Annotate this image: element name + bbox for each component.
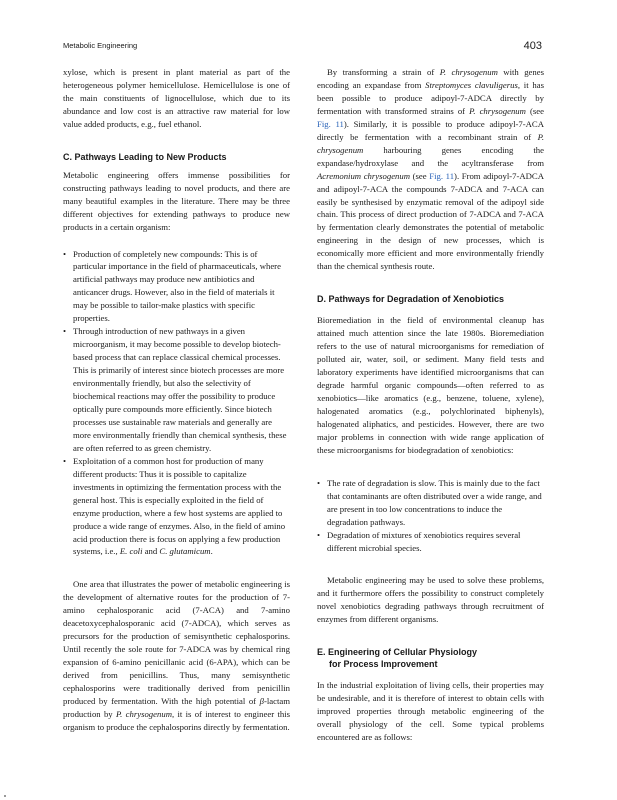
- section-d-bullet-list: [317, 477, 544, 555]
- section-c-bullet-3: [63, 455, 290, 559]
- section-d-paragraph: Bioremediation in the field of environmental cleanup has attained much attention since the late 1980s. Bioremediation refers to the use of natural microorganisms for remediation of polluted air, water, soil, or sediment. Many field tests and laboratory experiments have identified microorganisms that can degrade harmful organic compounds—often referred to as xenobiotics—like aromatics (e.g., benzene, toluene, xylene), halogenated aromatics (e.g., polychlorinated biphenyls), halogenated aliphatics, and pesticides. However, there are two major problems in connection with wide range application of these microorganisms for biodegradation of xenobiotics:: [317, 315, 544, 455]
- text-run: ). From adipoyl-7-ADCA and adipoyl-7-ACA the compounds 7-ADCA and 7-ACA can easily be synthesised by enzymatic removal of the adipoyl side chain. This process of direct production of 7-ADCA and 7-ACA by fermentation clearly demonstrates the potential of metabolic engineering in the design of new processes, which is economically more efficient and more environmentally friendly than the chemical synthesis route.: [317, 170, 544, 272]
- text-run: By transforming a strain of: [327, 67, 440, 77]
- section-d-bullet-1: • The rate of degradation is slow. This is mainly due to the fact that contaminants are often distributed over a wide range, and are present in too low concentrations to induce the degradation pathways.: [317, 477, 544, 529]
- species-e-coli: E. coli: [119, 546, 143, 557]
- cephalosporin-paragraph: [63, 578, 290, 733]
- species-c-glutamicum: C. glutamicum: [159, 546, 211, 557]
- species-p-chrysogenum: P. chrysogenum: [115, 708, 172, 719]
- para2-b: -lactam production by: [63, 695, 290, 719]
- section-c-paragraph: Metabolic engineering offers immense possibilities for constructing pathways leading to novel products, and there are many beautiful examples in the literature. There may be three different objectives for extending pathways to produce new products in a certain organism:: [63, 169, 290, 232]
- section-c-bullet-2: • Through introduction of new pathways in a given microorganism, it may become possible to develop biotech-based process that can replace classical chemical processes. This is primarily of interest since biotech processes are more environmentally friendly, but also the selectivity of biochemical reactions may offer the possibility to produce optically pure compounds more efficiently. Since biotech processes use sustainable raw materials and generally are more environmentally friendly than chemical synthesis, these are often referred to as green chemistry.: [63, 325, 290, 455]
- text-run: (see: [525, 105, 544, 116]
- figure-link-fig-11[interactable]: Fig. 11: [429, 170, 455, 181]
- expandase-paragraph: [317, 66, 544, 273]
- section-d-bullet-2: • Degradation of mixtures of xenobiotics requires several different microbial species.: [317, 529, 544, 555]
- text-run: ). Similarly, it is possible to produce adipoyl-7-ACA directly be fermentation with a recombinant strain of: [317, 118, 544, 142]
- section-e-heading: [317, 646, 544, 670]
- page-number: 403: [523, 40, 542, 52]
- left-column: [63, 66, 290, 734]
- bullet-3-and: and: [142, 546, 160, 557]
- section-d-closing: Metabolic engineering may be used to solve these problems, and it furthermore offers the possibility to construct completely novel xenobiotics degrading pathways through recruitment of enzymes from different organisms.: [317, 575, 544, 625]
- bullet-3-text: Exploitation of a common host for production of many different products: Thus it is possible to capitalize investments in optimizing the fermentation process with the general host. This is especially exploited in the field of enzyme production, where a few host systems are applied to produce a wide range of enzymes. Also, in the field of amino acid production there is focus on applying a few production systems, i.e.,: [73, 455, 286, 557]
- section-e-heading-line2: for Process Improvement: [329, 659, 438, 670]
- running-head: Metabolic Engineering: [63, 41, 138, 50]
- species-a-chrysogenum: Acremonium chrysogenum: [317, 170, 411, 181]
- section-d-heading: D. Pathways for Degradation of Xenobiotics: [317, 294, 505, 305]
- section-e-heading-line1: E. Engineering of Cellular Physiology: [317, 647, 478, 658]
- para2-c: , it is of interest to engineer this organism to produce the cephalosporins directly by fermentation.: [63, 708, 290, 732]
- species-p-chrysogenum: P. chrysogenum: [469, 105, 526, 116]
- para2-a: One area that illustrates the power of metabolic engineering is the development of alternative routes for the production of 7-amino cephalosporanic acid (7-ACA) and 7-amino deacetoxycephalosporanic acid (7-ADCA), which serves as precursors for the production of semisynthetic cephalosporins. Until recently the sole route for 7-ADCA was by chemical ring expansion of 6-amino penicillanic acid (6-APA), which can be derived from penicillins. Thus, many semisynthetic cephalosporins were traditionally derived from penicillin produced by fermentation. With the high potential of: [63, 579, 290, 706]
- beta-symbol: β: [259, 695, 264, 706]
- figure-link-fig-11[interactable]: Fig. 11: [317, 118, 344, 129]
- species-p-chrysogenum: P. chrysogenum: [317, 131, 544, 155]
- section-c-bullet-list: [63, 248, 290, 559]
- species-s-clavuligerus: Streptomyces clavuligerus: [425, 79, 518, 90]
- section-e-paragraph: In the industrial exploitation of living cells, their properties may be undesirable, and it is therefore of interest to obtain cells with improved properties through metabolic engineering of the overall physiology of the cell. Some typical problems encountered are as follows:: [317, 680, 544, 743]
- section-c-heading: C. Pathways Leading to New Products: [63, 151, 227, 162]
- intro-paragraph: xylose, which is present in plant material as part of the heterogeneous polymer hemicellulose. Hemicellulose is one of the main constituents of lignocellulose, which due to its abundance and low cost is an attractive raw material for low value added products, e.g., fuel ethanol.: [63, 67, 290, 129]
- bullet-3-end: .: [210, 546, 213, 557]
- text-run: , it has been possible to produce adipoyl-7-ADCA directly by fermentation with transformed strains of: [317, 79, 544, 116]
- text-run: harbouring genes encoding the expandase/hydroxylase and the acyltransferase from: [317, 144, 544, 168]
- text-run: with genes encoding an expandase from: [317, 67, 544, 90]
- right-column: [317, 66, 544, 744]
- text-run: (see: [410, 170, 430, 181]
- section-c-bullet-1: • Production of completely new compounds: This is of particular importance in the field of pharmaceuticals, where artificial pathways may produce new antibiotics and anticancer drugs. However, also in the field of materials it may be possible to tailor-make plastics with specific properties.: [63, 248, 290, 326]
- margin-mark: [4, 795, 6, 797]
- species-p-chrysogenum: P. chrysogenum: [439, 67, 498, 77]
